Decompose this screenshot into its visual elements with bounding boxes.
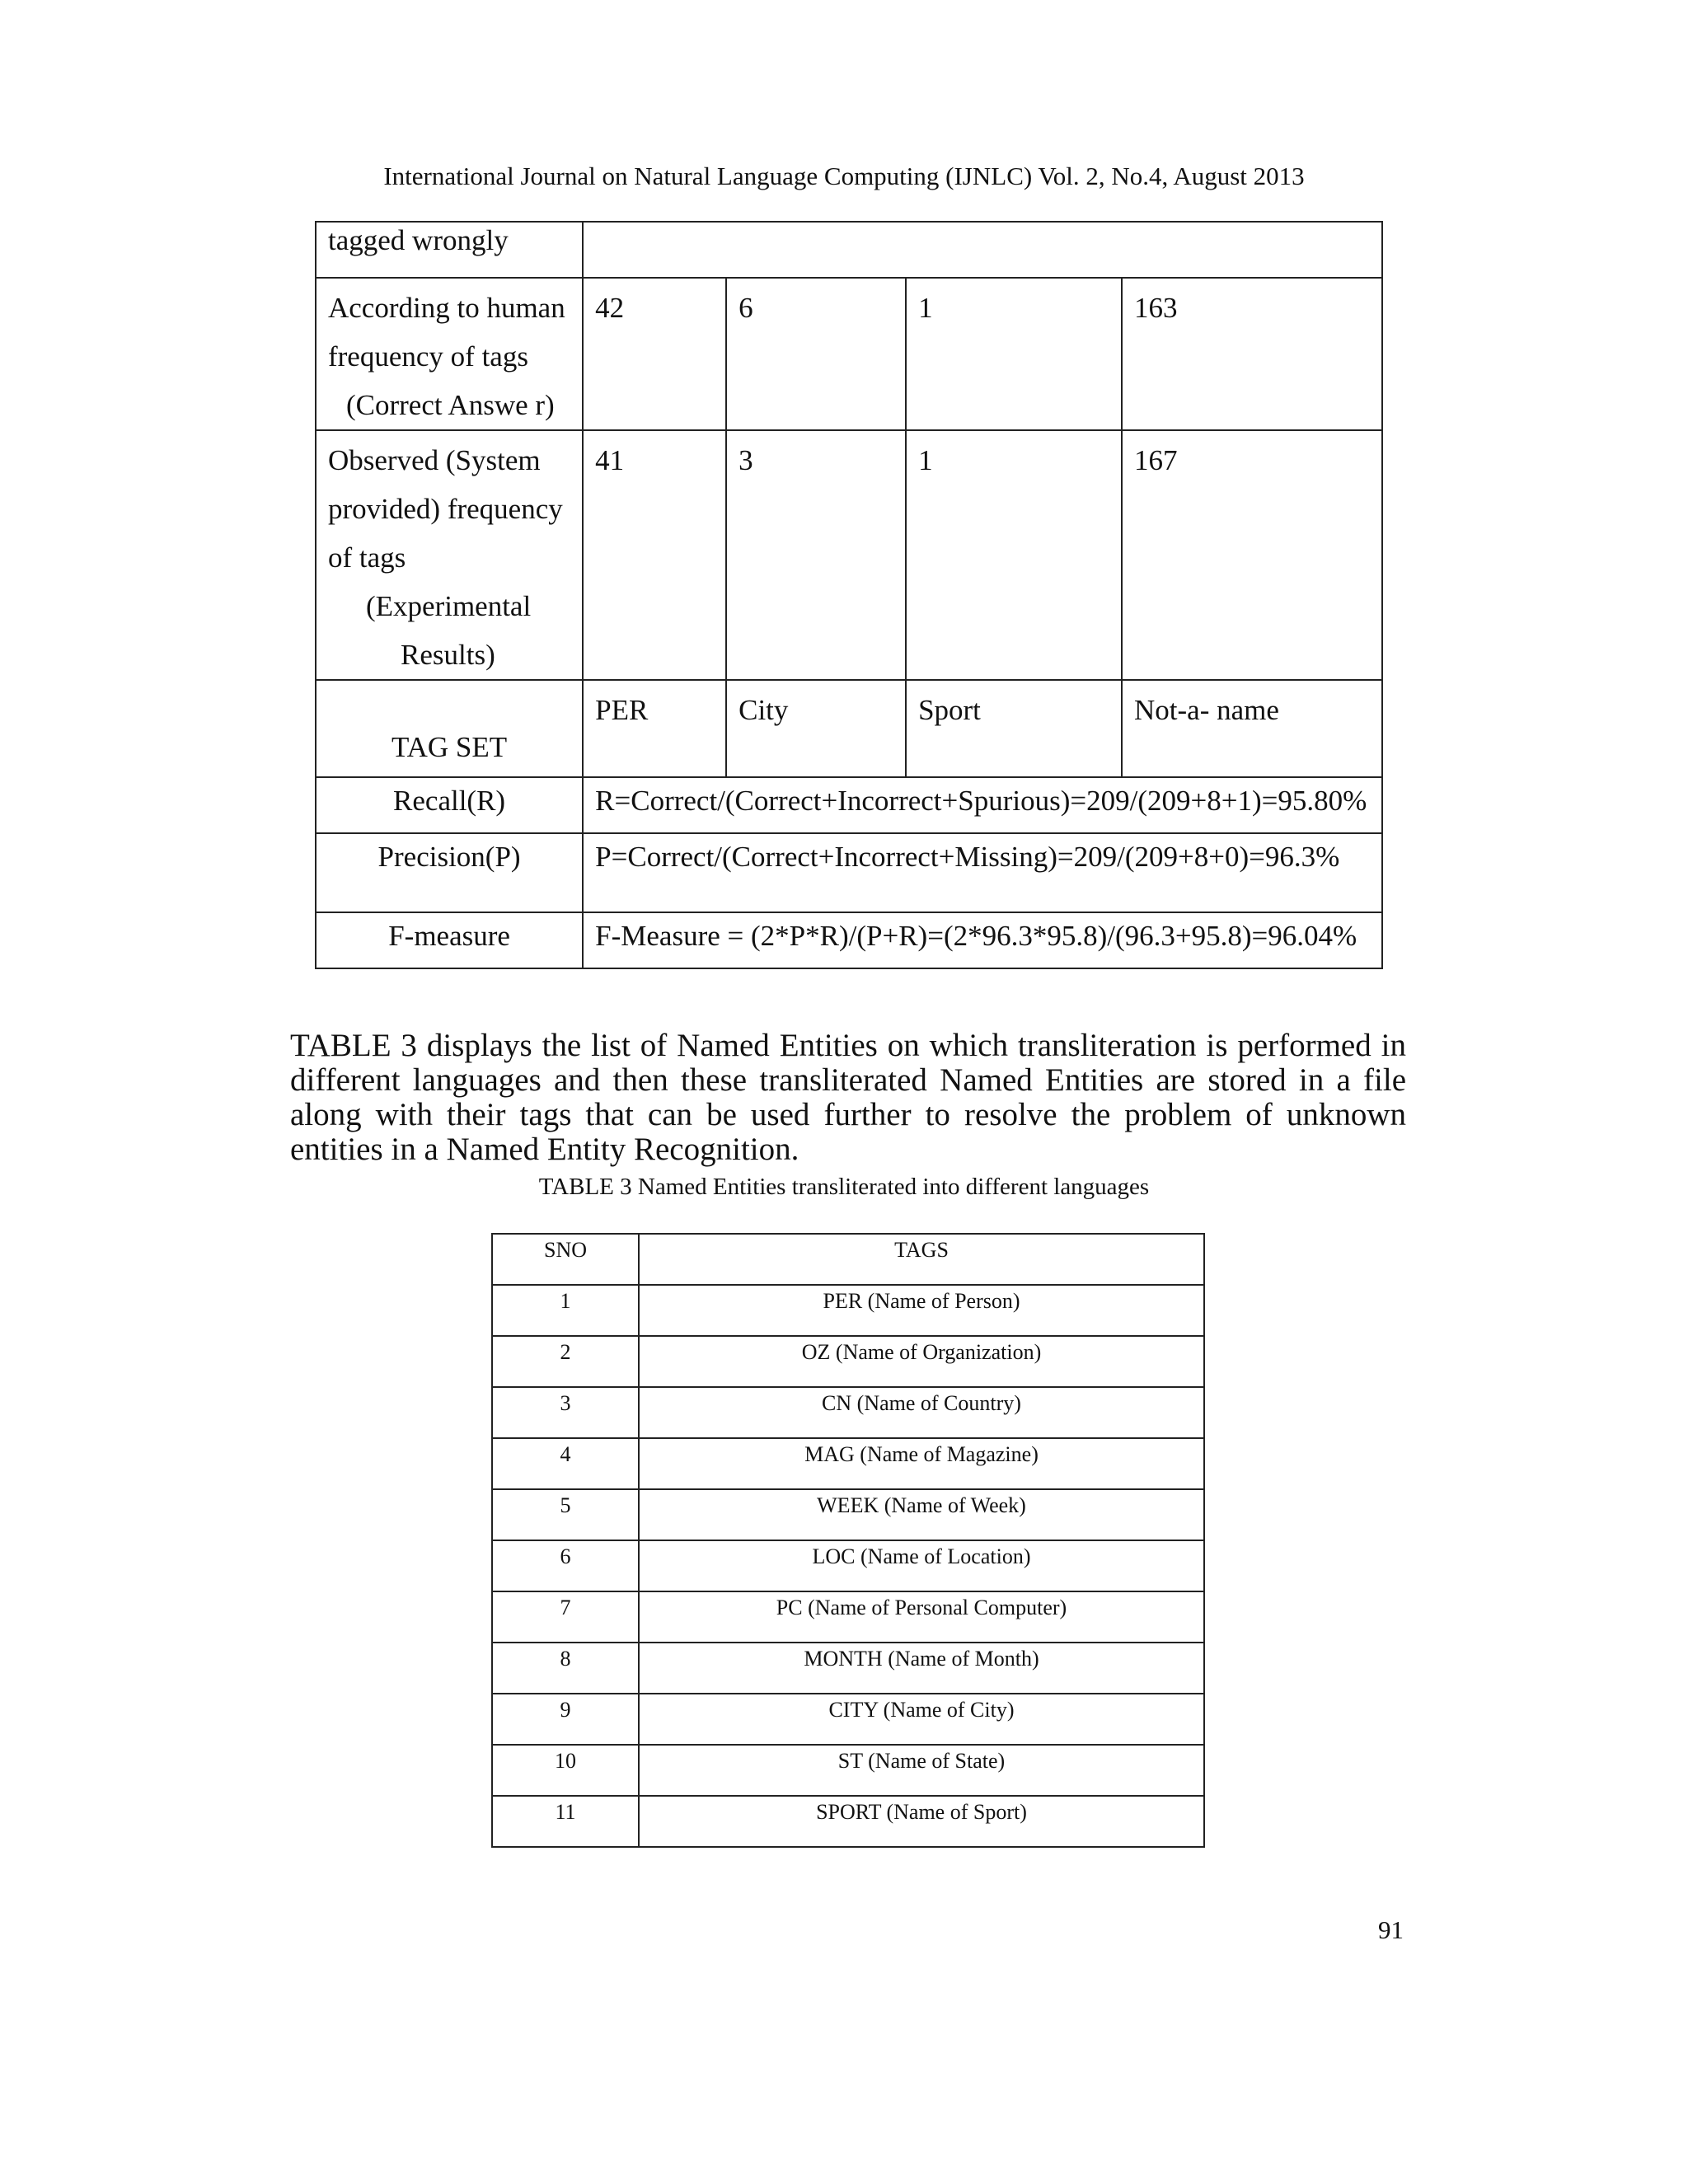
tag-cell: OZ (Name of Organization) [639,1336,1204,1387]
table-row [492,1643,1204,1694]
sno-cell: 8 [492,1643,639,1694]
table-row [492,1438,1204,1489]
sno-cell: 2 [492,1336,639,1387]
table-row [316,777,1382,833]
tag-cell: MAG (Name of Magazine) [639,1438,1204,1489]
sno-cell: 4 [492,1438,639,1489]
table-row [492,1540,1204,1591]
sno-cell: 5 [492,1489,639,1540]
label-line: frequency of tags [328,340,528,373]
row-label-tagged-wrongly: tagged wrongly [316,222,583,278]
observed-notaname-value: 167 [1122,430,1382,680]
tag-cell: SPORT (Name of Sport) [639,1796,1204,1847]
table-row [492,1336,1204,1387]
running-header: International Journal on Natural Language Computing (IJNLC) Vol. 2, No.4, August 2013 [383,162,1305,190]
observed-city-value: 3 [726,430,906,680]
tag-cell: LOC (Name of Location) [639,1540,1204,1591]
table-row [316,833,1382,912]
table-row [492,1591,1204,1643]
page-number: 91 [1378,1915,1404,1944]
table-header-row [492,1234,1204,1285]
observed-sport-value: 1 [906,430,1122,680]
row-label-fmeasure: F-measure [316,912,583,968]
label-line: (Experimental [366,590,532,622]
row-label-precision: Precision(P) [316,833,583,912]
table-row [492,1745,1204,1796]
sno-cell: 10 [492,1745,639,1796]
table-row [316,680,1382,777]
tag-city: City [726,680,906,777]
sno-cell: 7 [492,1591,639,1643]
table-row [316,430,1382,680]
human-per-value: 42 [583,278,726,430]
sno-cell: 6 [492,1540,639,1591]
row-label-human [316,278,583,430]
tag-cell: PER (Name of Person) [639,1285,1204,1336]
human-notaname-value: 163 [1122,278,1382,430]
tag-sport: Sport [906,680,1122,777]
observed-per-value: 41 [583,430,726,680]
sno-cell: 1 [492,1285,639,1336]
tag-cell: PC (Name of Personal Computer) [639,1591,1204,1643]
label-line: of tags [328,541,406,574]
fmeasure-formula: F-Measure = (2*P*R)/(P+R)=(2*96.3*95.8)/(96.3+95.8)=96.04% [583,912,1382,968]
sno-cell: 3 [492,1387,639,1438]
table-caption: TABLE 3 Named Entities transliterated into different languages [538,1174,1150,1200]
column-header-tags: TAGS [639,1234,1204,1285]
table-row [492,1489,1204,1540]
label-line: provided) frequency [328,493,563,525]
tag-cell: CITY (Name of City) [639,1694,1204,1745]
table-row [492,1285,1204,1336]
table-row [492,1387,1204,1438]
label-line: Observed (System [328,444,541,476]
table-row [316,278,1382,430]
table-row [492,1694,1204,1745]
label-line: According to human [328,292,565,324]
tag-per: PER [583,680,726,777]
tag-cell: MONTH (Name of Month) [639,1643,1204,1694]
tag-not-a-name: Not-a- name [1122,680,1382,777]
tags-table [491,1233,1205,1848]
results-table [315,221,1383,969]
precision-formula: P=Correct/(Correct+Incorrect+Missing)=209/(209+8+0)=96.3% [583,833,1382,912]
human-city-value: 6 [726,278,906,430]
table-row [316,222,1382,278]
label-line: Results) [401,639,495,671]
body-paragraph: TABLE 3 displays the list of Named Entities on which transliteration is performed in different languages and then these transliterated Named Entities are stored in a file along with their tags that can be used further to resolve the problem of unknown entities in a Named Entity Recognition. [290,1028,1406,1167]
row-label-tagset: TAG SET [316,680,583,777]
sno-cell: 9 [492,1694,639,1745]
row-label-observed [316,430,583,680]
human-sport-value: 1 [906,278,1122,430]
row-label-recall: Recall(R) [316,777,583,833]
empty-cell [583,222,1382,278]
table-row [316,912,1382,968]
column-header-sno: SNO [492,1234,639,1285]
tag-cell: WEEK (Name of Week) [639,1489,1204,1540]
table-row [492,1796,1204,1847]
tag-cell: ST (Name of State) [639,1745,1204,1796]
tag-cell: CN (Name of Country) [639,1387,1204,1438]
label-line: (Correct Answe r) [346,389,555,421]
sno-cell: 11 [492,1796,639,1847]
recall-formula: R=Correct/(Correct+Incorrect+Spurious)=209/(209+8+1)=95.80% [583,777,1382,833]
